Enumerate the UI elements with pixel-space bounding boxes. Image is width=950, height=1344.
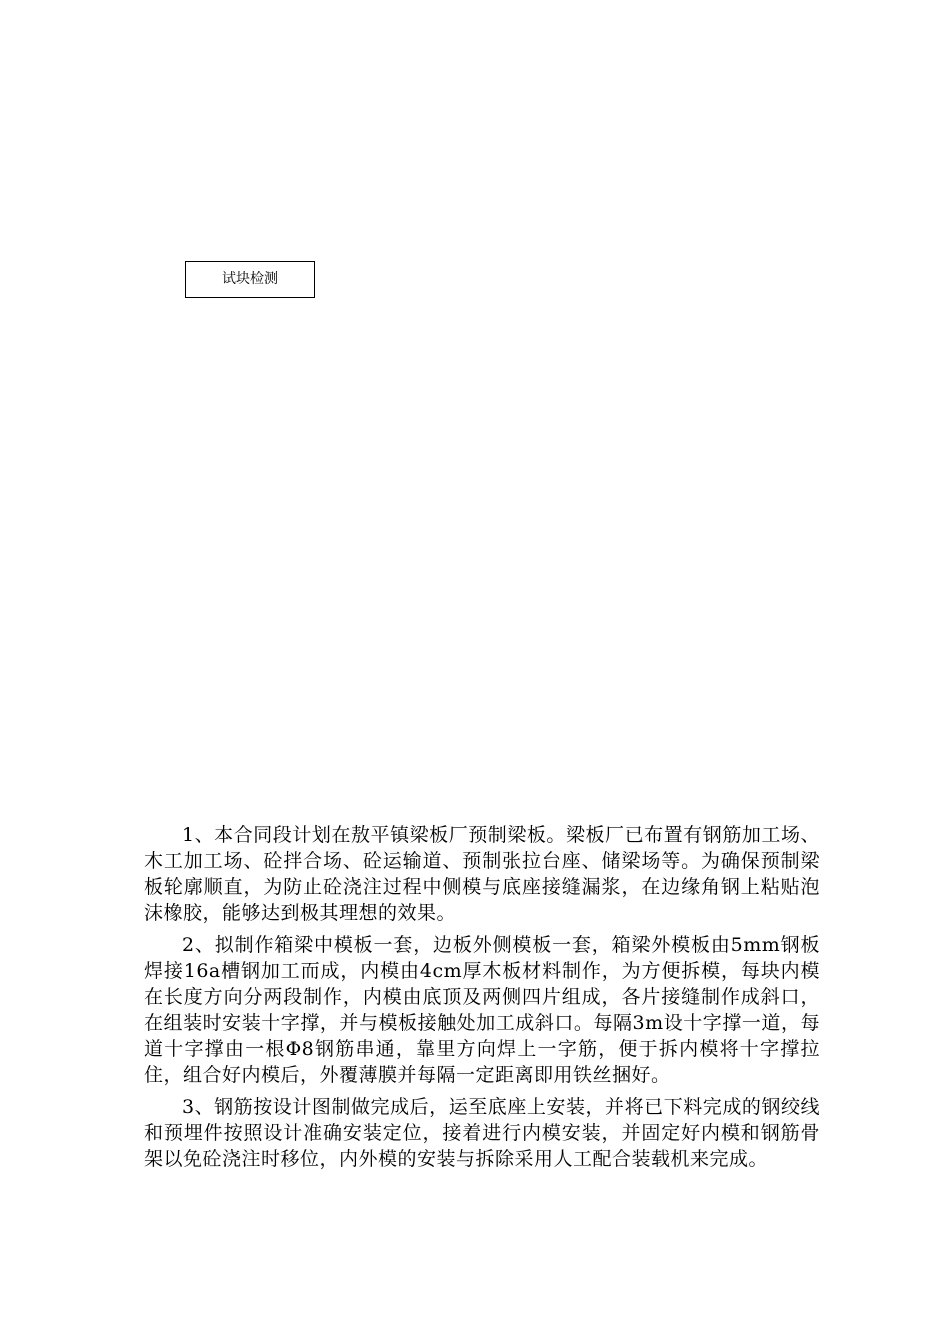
paragraph-2: 2、拟制作箱梁中模板一套，边板外侧模板一套，箱梁外模板由5mm钢板焊接16a槽钢加工而成，内模由4cm厚木板材料制作，为方便拆模，每块内模在长度方向分两段制作，内模由底顶及两侧四片组成，各片接缝制作成斜口，在组装时安装十字撑，并与模板接触处加工成斜口。每隔3m设十字撑一道，每道十字撑由一根Φ8钢筋串通，靠里方向焊上一字筋，便于拆内模将十字撑拉住，组合好内模后，外覆薄膜并每隔一定距离即用铁丝捆好。 — [144, 934, 820, 1086]
body-text — [144, 822, 820, 1178]
paragraph-3: 3、钢筋按设计图制做完成后，运至底座上安装，并将已下料完成的钢绞线和预埋件按照设计准确安装定位，接着进行内模安装，并固定好内模和钢筋骨架以免砼浇注时移位，内外模的安装与拆除采用人工配合装载机来完成。 — [144, 1096, 820, 1170]
paragraph-1: 1、本合同段计划在敖平镇梁板厂预制梁板。梁板厂已布置有钢筋加工场、木工加工场、砼拌合场、砼运输道、预制张拉台座、储梁场等。为确保预制梁板轮廓顺直，为防止砼浇注过程中侧模与底座接缝漏浆，在边缘角钢上粘贴泡沫橡胶，能够达到极其理想的效果。 — [144, 824, 820, 924]
flow-box-specimen-testing: 试块检测 — [185, 261, 315, 298]
